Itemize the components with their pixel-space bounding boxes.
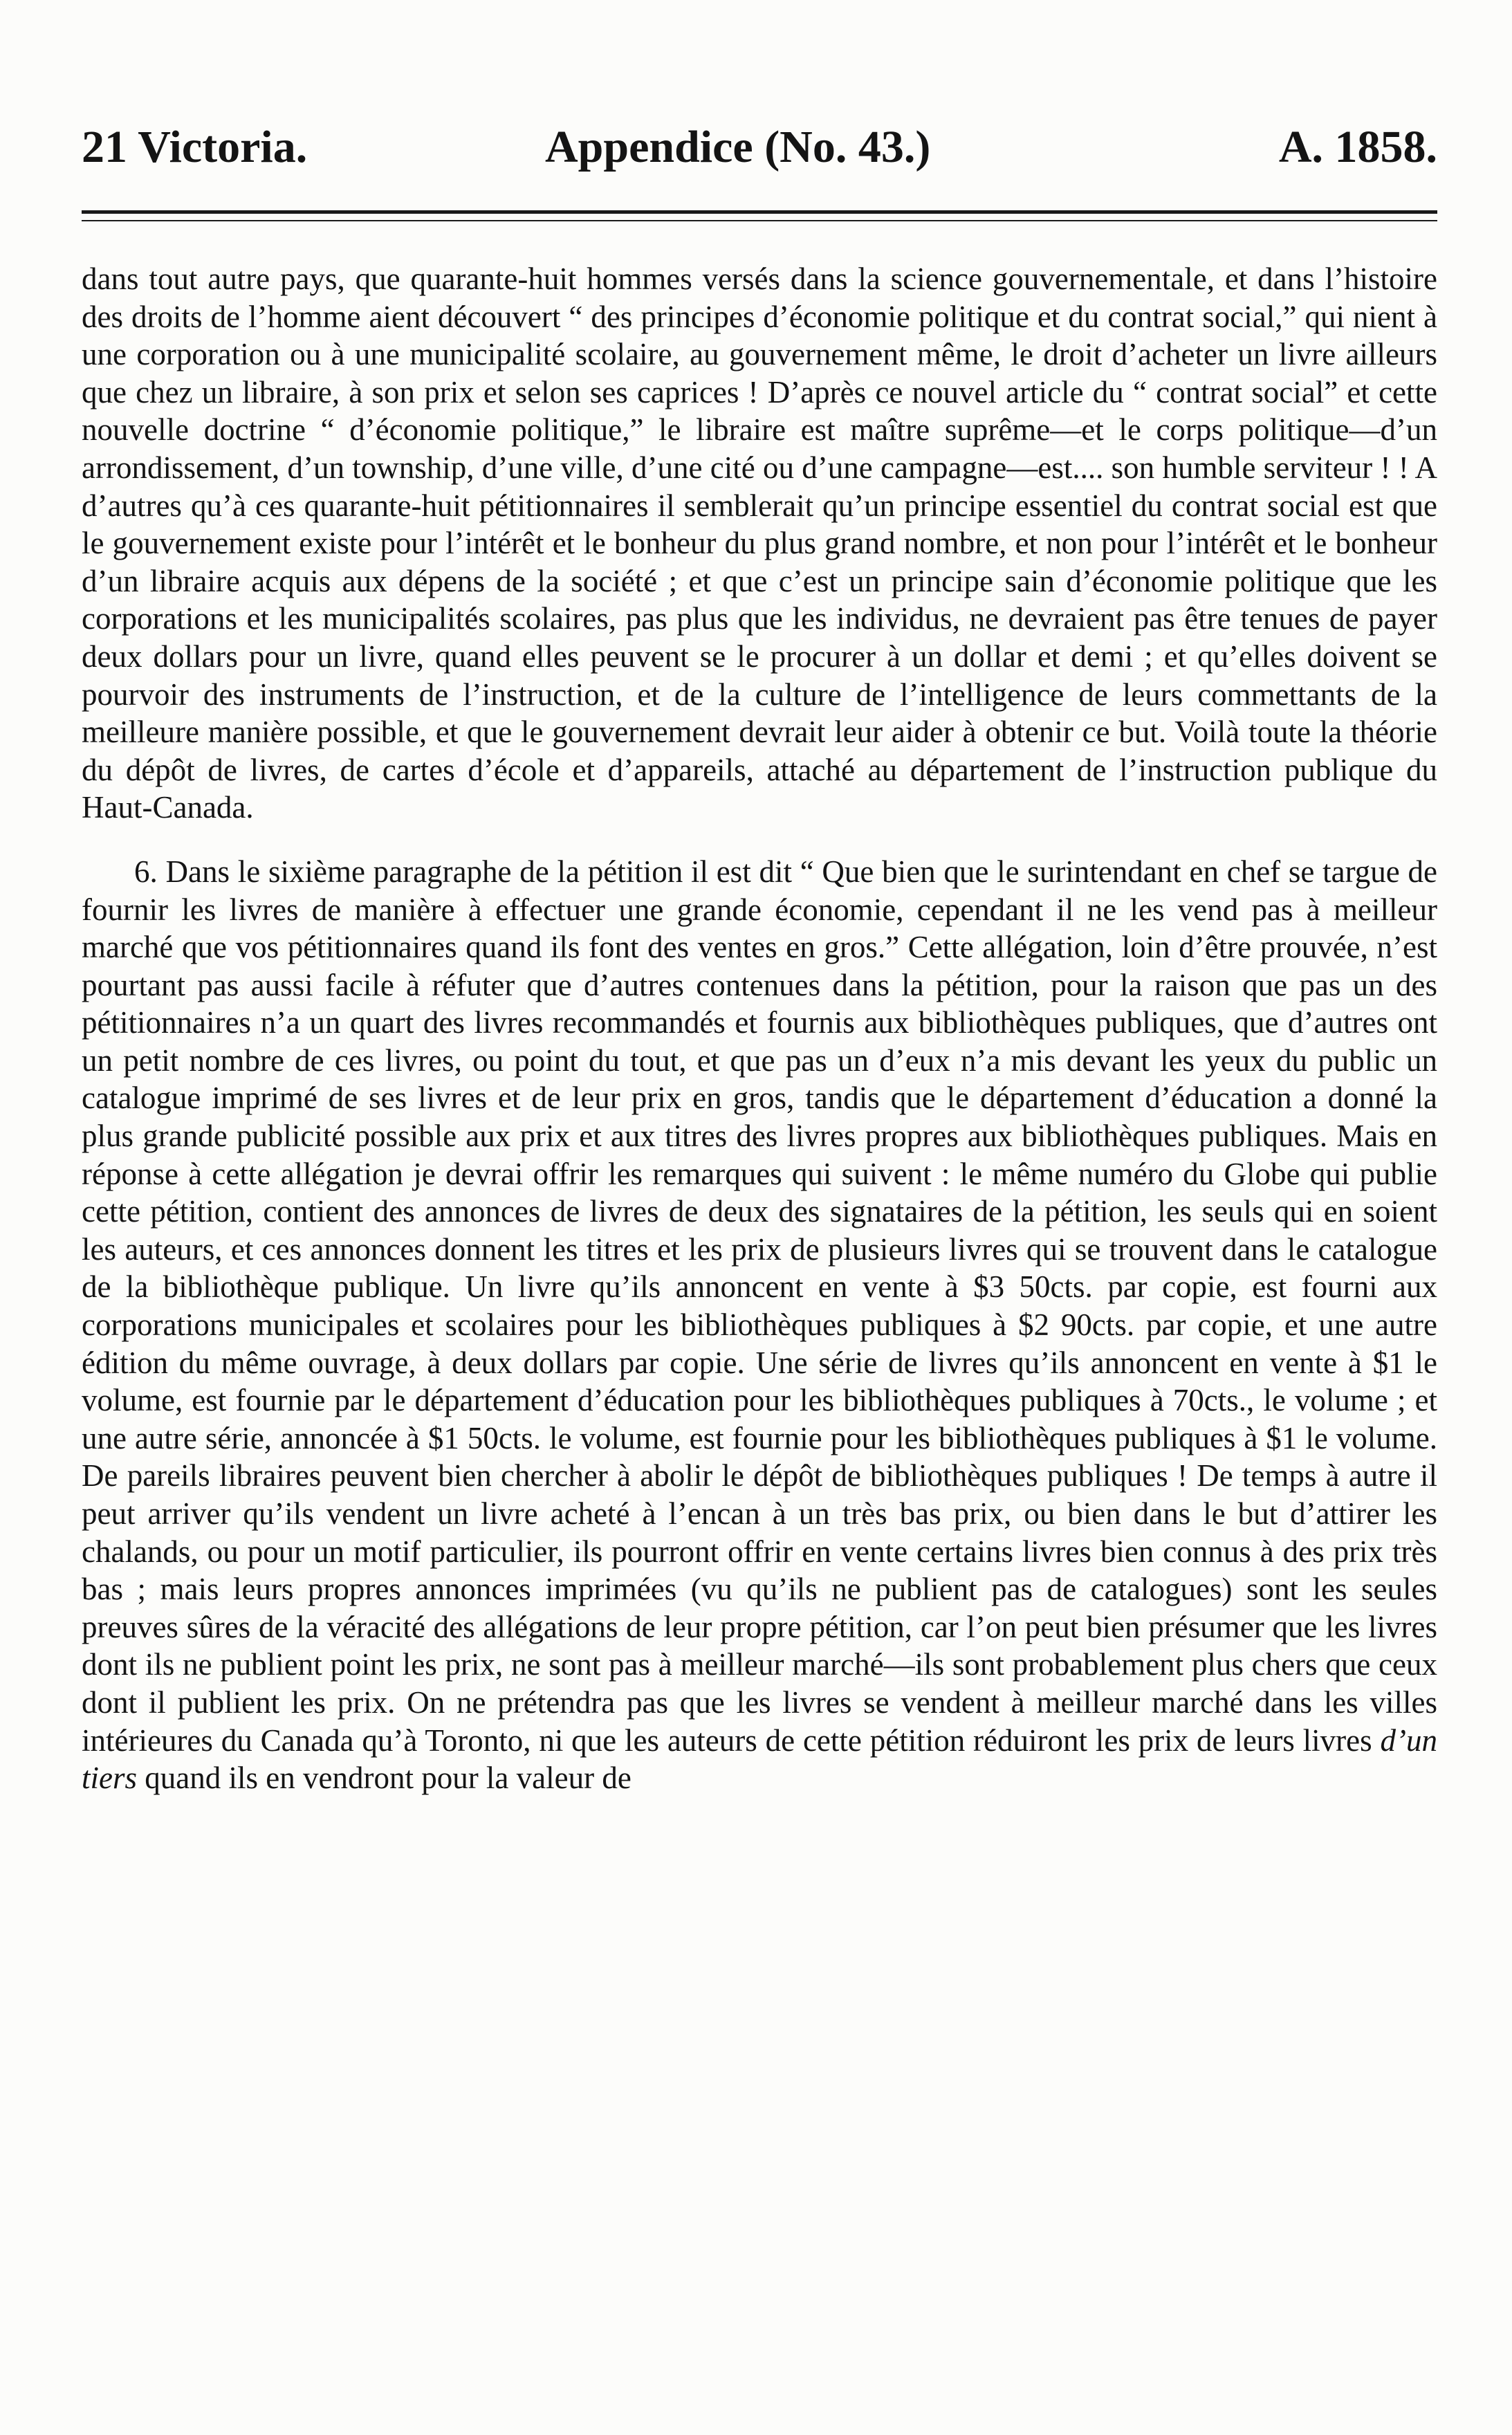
header-rule-thick (82, 210, 1437, 214)
body-text (82, 260, 1437, 1797)
paragraph-6-italic: d’un tiers (82, 1722, 1438, 1796)
paragraph-continuation: dans tout autre pays, que quarante-huit hommes versés dans la science gouvernementale, et dans l’histoire des droits de l’homme aient découvert “ des principes d’économie politique et du contrat social,” qui nient à une corporation ou à une municipalité scolaire, au gouvernement même, le droit d’acheter un livre ailleurs que chez un libraire, à son prix et selon ses caprices ! D’après ce nouvel article du “ contrat social” et cette nouvelle doctrine “ d’économie politique,” le libraire est maître suprême—et le corps politique—d’un arrondissement, d’un township, d’une ville, d’une cité ou d’une campagne—est.... son humble serviteur ! ! A d’autres qu’à ces quarante-huit pétitionnaires il semblerait qu’un principe essentiel du contrat social est que le gouvernement existe pour l’intérêt et le bonheur du plus grand nombre, et non pour l’intérêt et le bonheur d’un libraire acquis aux dépens de la société ; et que c’est un principe sain d’économie politique que les corporations et les municipalités scolaires, pas plus que les individus, ne devraient pas être tenues de payer deux dollars pour un livre, quand elles peuvent se le procurer à un dollar et demi ; et qu’elles doivent se pourvoir des instruments de l’instruction, et de la culture de l’intelligence de leurs commettants de la meilleure manière possible, et que le gouvernement devrait leur aider à obtenir ce but. Voilà toute la théorie du dépôt de livres, de cartes d’école et d’appareils, attaché au département de l’instruction publique du Haut-Canada. (82, 261, 1437, 825)
header-appendix-number: Appendice (No. 43.) (545, 122, 931, 172)
header-year: A. 1858. (1278, 122, 1437, 172)
header-rule-thin (82, 220, 1437, 221)
paragraph-6-text: 6. Dans le sixième paragraphe de la pétition il est dit “ Que bien que le surintendant en chef se targue de fournir les livres de manière à effectuer une grande économie, cependant il ne les vend pas à meilleur marché que vos pétitionnaires quand ils font des ventes en gros.” Cette allégation, loin d’être prouvée, n’est pourtant pas aussi facile à réfuter que d’autres contenues dans la pétition, pour la raison que pas un des pétitionnaires n’a un quart des livres recommandés et fournis aux bibliothèques publiques, que d’autres ont un petit nombre de ces livres, ou point du tout, et que pas un d’eux n’a mis devant les yeux du public un catalogue imprimé de ses livres et de leur prix en gros, tandis que le département d’éducation a donné la plus grande publicité possible aux prix et aux titres des livres propres aux bibliothèques publiques. Mais en réponse à cette allégation je devrai offrir les remarques qui suivent : le même numéro du Globe qui publie cette pétition, contient des annonces de livres de deux des signataires de la pétition, les seuls qui en soient les auteurs, et ces annonces donnent les titres et les prix de plusieurs livres qui se trouvent dans le catalogue de la bibliothèque publique. Un livre qu’ils annoncent en vente à $3 50cts. par copie, est fourni aux corporations municipales et scolaires pour les bibliothèques publiques à $2 90cts. par copie, et une autre édition du même ouvrage, à deux dollars par copie. Une série de livres qu’ils annoncent en vente à $1 le volume, est fournie par le département d’éducation pour les bibliothèques publiques à 70cts., le volume ; et une autre série, annoncée à $1 50cts. le volume, est fournie pour les bibliothèques publiques à $1 le volume. De pareils libraires peuvent bien chercher à abolir le dépôt de bibliothèques publiques ! De temps à autre il peut arriver qu’ils vendent un livre acheté à l’encan à un très bas prix, ou bien dans le but d’attirer les chalands, ou pour un motif particulier, ils pourront offrir en vente certains livres bien connus à des prix très bas ; mais leurs propres annonces imprimées (vu qu’ils ne publient pas de catalogues) sont les seules preuves sûres de la véracité des allégations de leur propre pétition, car l’on peut bien présumer que les livres dont ils ne publient point les prix, ne sont pas à meilleur marché—ils sont probablement plus chers que ceux dont il publient les prix. On ne prétendra pas que les livres se vendent à meilleur marché dans les villes intérieures du Canada qu’à Toronto, ni que les auteurs de cette pétition réduiront les prix de leurs livres (82, 854, 1437, 1758)
paragraph-6-text-end: quand ils en vendront pour la valeur de (145, 1761, 631, 1796)
paragraph-6 (82, 853, 1437, 1797)
header-regnal-year: 21 Victoria. (82, 122, 308, 172)
running-header (82, 116, 1437, 178)
